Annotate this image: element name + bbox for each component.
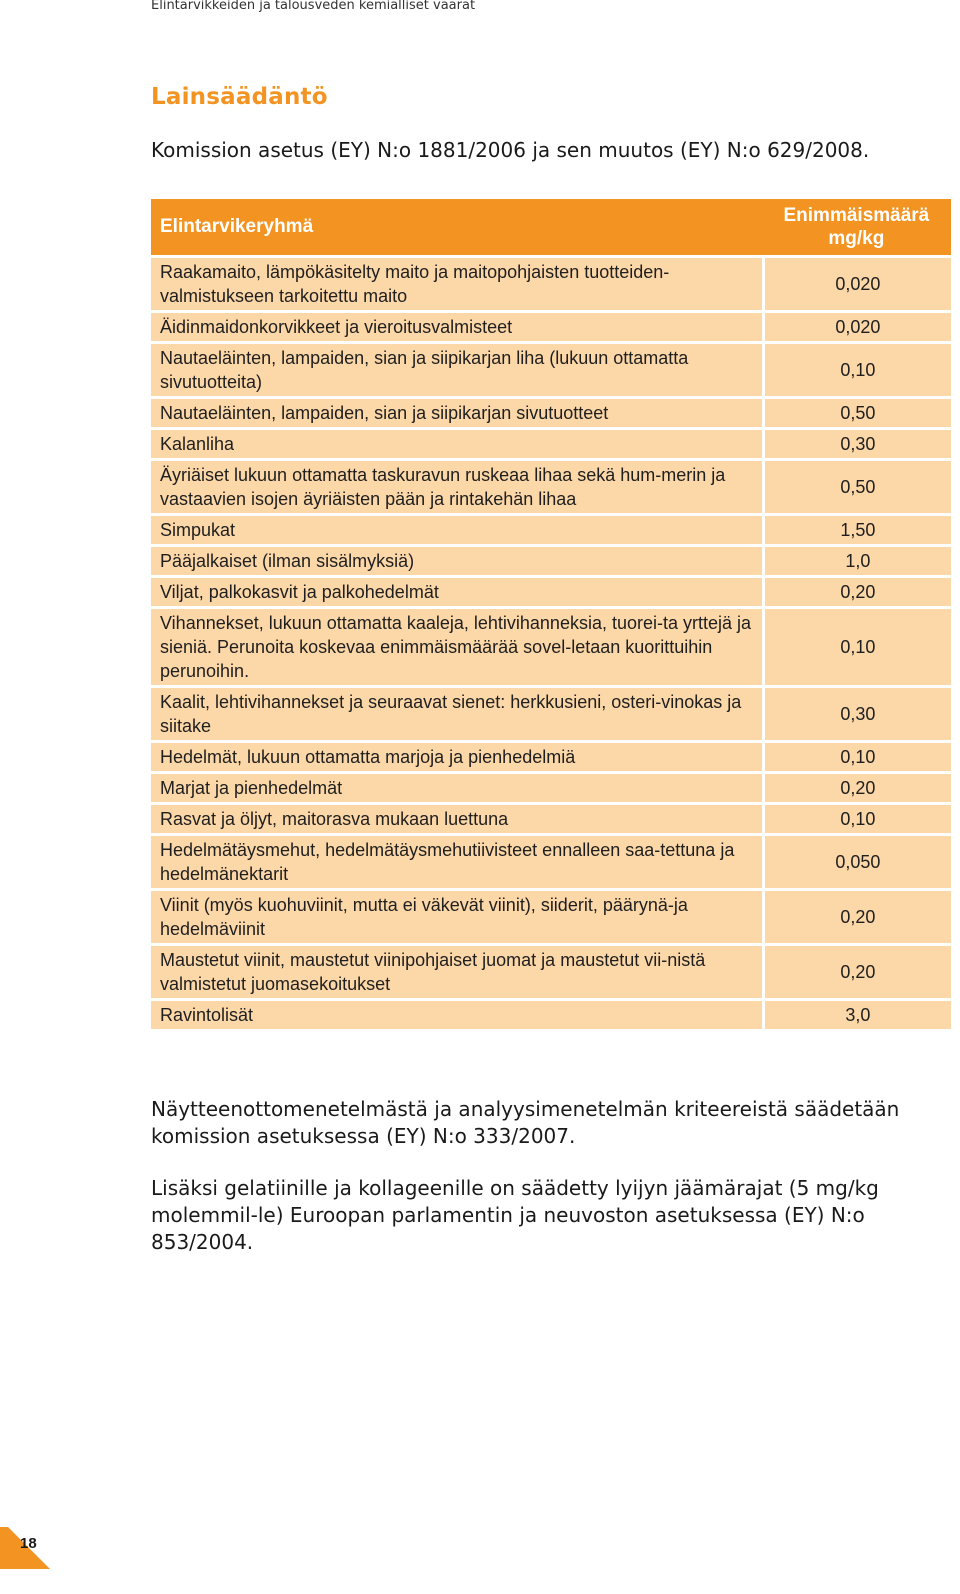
food-group-cell: Viinit (myös kuohuviinit, mutta ei väkevät viinit), siiderit, päärynä-ja hedelmäviinit xyxy=(151,891,762,943)
food-group-cell: Äidinmaidonkorvikkeet ja vieroitusvalmisteet xyxy=(151,313,762,341)
max-amount-cell: 0,020 xyxy=(762,313,951,341)
max-amount-cell: 0,050 xyxy=(762,836,951,888)
max-amount-cell: 0,30 xyxy=(762,688,951,740)
table-row xyxy=(151,1001,951,1029)
food-group-cell: Pääjalkaiset (ilman sisälmyksiä) xyxy=(151,547,762,575)
food-group-cell: Hedelmätäysmehut, hedelmätäysmehutiivisteet ennalleen saa-tettuna ja hedelmänektarit xyxy=(151,836,762,888)
max-amount-cell: 0,50 xyxy=(762,461,951,513)
food-group-cell: Viljat, palkokasvit ja palkohedelmät xyxy=(151,578,762,606)
food-group-cell: Ravintolisät xyxy=(151,1001,762,1029)
max-amount-cell: 0,10 xyxy=(762,805,951,833)
food-group-cell: Raakamaito, lämpökäsitelty maito ja maitopohjaisten tuotteiden-valmistukseen tarkoitettu maito xyxy=(151,258,762,310)
table-row xyxy=(151,743,951,771)
table-row xyxy=(151,609,951,685)
max-amount-cell: 0,20 xyxy=(762,578,951,606)
section-title: Lainsäädäntö xyxy=(151,84,328,110)
max-amount-cell: 0,20 xyxy=(762,891,951,943)
gelatin-collagen-paragraph: Lisäksi gelatiinille ja kollageenille on säädetty lyijyn jäämärajat (5 mg/kg molemmil-le) Euroopan parlamentin ja neuvoston asetuksessa (EY) N:o 853/2004. xyxy=(151,1176,879,1254)
table-row xyxy=(151,836,951,888)
max-amount-cell: 0,30 xyxy=(762,430,951,458)
column-header-food-group: Elintarvikeryhmä xyxy=(151,199,762,255)
table-row xyxy=(151,344,951,396)
table-row xyxy=(151,313,951,341)
column-header-max-amount: Enimmäismäärä mg/kg xyxy=(762,199,951,255)
max-amount-cell: 3,0 xyxy=(762,1001,951,1029)
intro-regulation-text: Komission asetus (EY) N:o 1881/2006 ja sen muutos (EY) N:o 629/2008. xyxy=(151,138,870,162)
table-row xyxy=(151,688,951,740)
table-row xyxy=(151,774,951,802)
max-amount-cell: 0,10 xyxy=(762,609,951,685)
max-amount-cell: 0,10 xyxy=(762,743,951,771)
table-row xyxy=(151,946,951,998)
food-group-cell: Nautaeläinten, lampaiden, sian ja siipikarjan liha (lukuun ottamatta sivutuotteita) xyxy=(151,344,762,396)
food-group-cell: Nautaeläinten, lampaiden, sian ja siipikarjan sivutuotteet xyxy=(151,399,762,427)
table-row xyxy=(151,578,951,606)
table-row xyxy=(151,258,951,310)
food-group-cell: Maustetut viinit, maustetut viinipohjaiset juomat ja maustetut vii-nistä valmistetut juomasekoitukset xyxy=(151,946,762,998)
max-amount-cell: 0,20 xyxy=(762,946,951,998)
food-group-cell: Äyriäiset lukuun ottamatta taskuravun ruskeaa lihaa sekä hum-merin ja vastaavien isojen äyriäisten pään ja rintakehän lihaa xyxy=(151,461,762,513)
food-group-cell: Kaalit, lehtivihannekset ja seuraavat sienet: herkkusieni, osteri-vinokas ja siitake xyxy=(151,688,762,740)
table-row xyxy=(151,461,951,513)
table-row xyxy=(151,891,951,943)
max-amount-cell: 0,10 xyxy=(762,344,951,396)
food-group-cell: Rasvat ja öljyt, maitorasva mukaan luettuna xyxy=(151,805,762,833)
table-row xyxy=(151,547,951,575)
table-row xyxy=(151,399,951,427)
food-group-cell: Simpukat xyxy=(151,516,762,544)
sampling-methods-paragraph: Näytteenottomenetelmästä ja analyysimenetelmän kriteereistä säädetään komission asetuksessa (EY) N:o 333/2007. xyxy=(151,1097,900,1148)
max-amount-cell: 0,020 xyxy=(762,258,951,310)
max-amount-cell: 1,0 xyxy=(762,547,951,575)
lead-limits-table xyxy=(151,196,951,1032)
table-row xyxy=(151,516,951,544)
food-group-cell: Hedelmät, lukuun ottamatta marjoja ja pienhedelmiä xyxy=(151,743,762,771)
max-amount-cell: 0,50 xyxy=(762,399,951,427)
page-number: 18 xyxy=(20,1535,37,1552)
table-header-row xyxy=(151,199,951,255)
max-amount-cell: 1,50 xyxy=(762,516,951,544)
food-group-cell: Vihannekset, lukuun ottamatta kaaleja, lehtivihanneksia, tuorei-ta yrttejä ja sieniä. Perunoita koskevaa enimmäismäärää sovel-letaan kuorittuihin perunoihin. xyxy=(151,609,762,685)
max-amount-cell: 0,20 xyxy=(762,774,951,802)
table-row xyxy=(151,805,951,833)
running-header: Elintarvikkeiden ja talousveden kemialliset vaarat xyxy=(151,0,476,12)
table-row xyxy=(151,430,951,458)
food-group-cell: Kalanliha xyxy=(151,430,762,458)
food-group-cell: Marjat ja pienhedelmät xyxy=(151,774,762,802)
